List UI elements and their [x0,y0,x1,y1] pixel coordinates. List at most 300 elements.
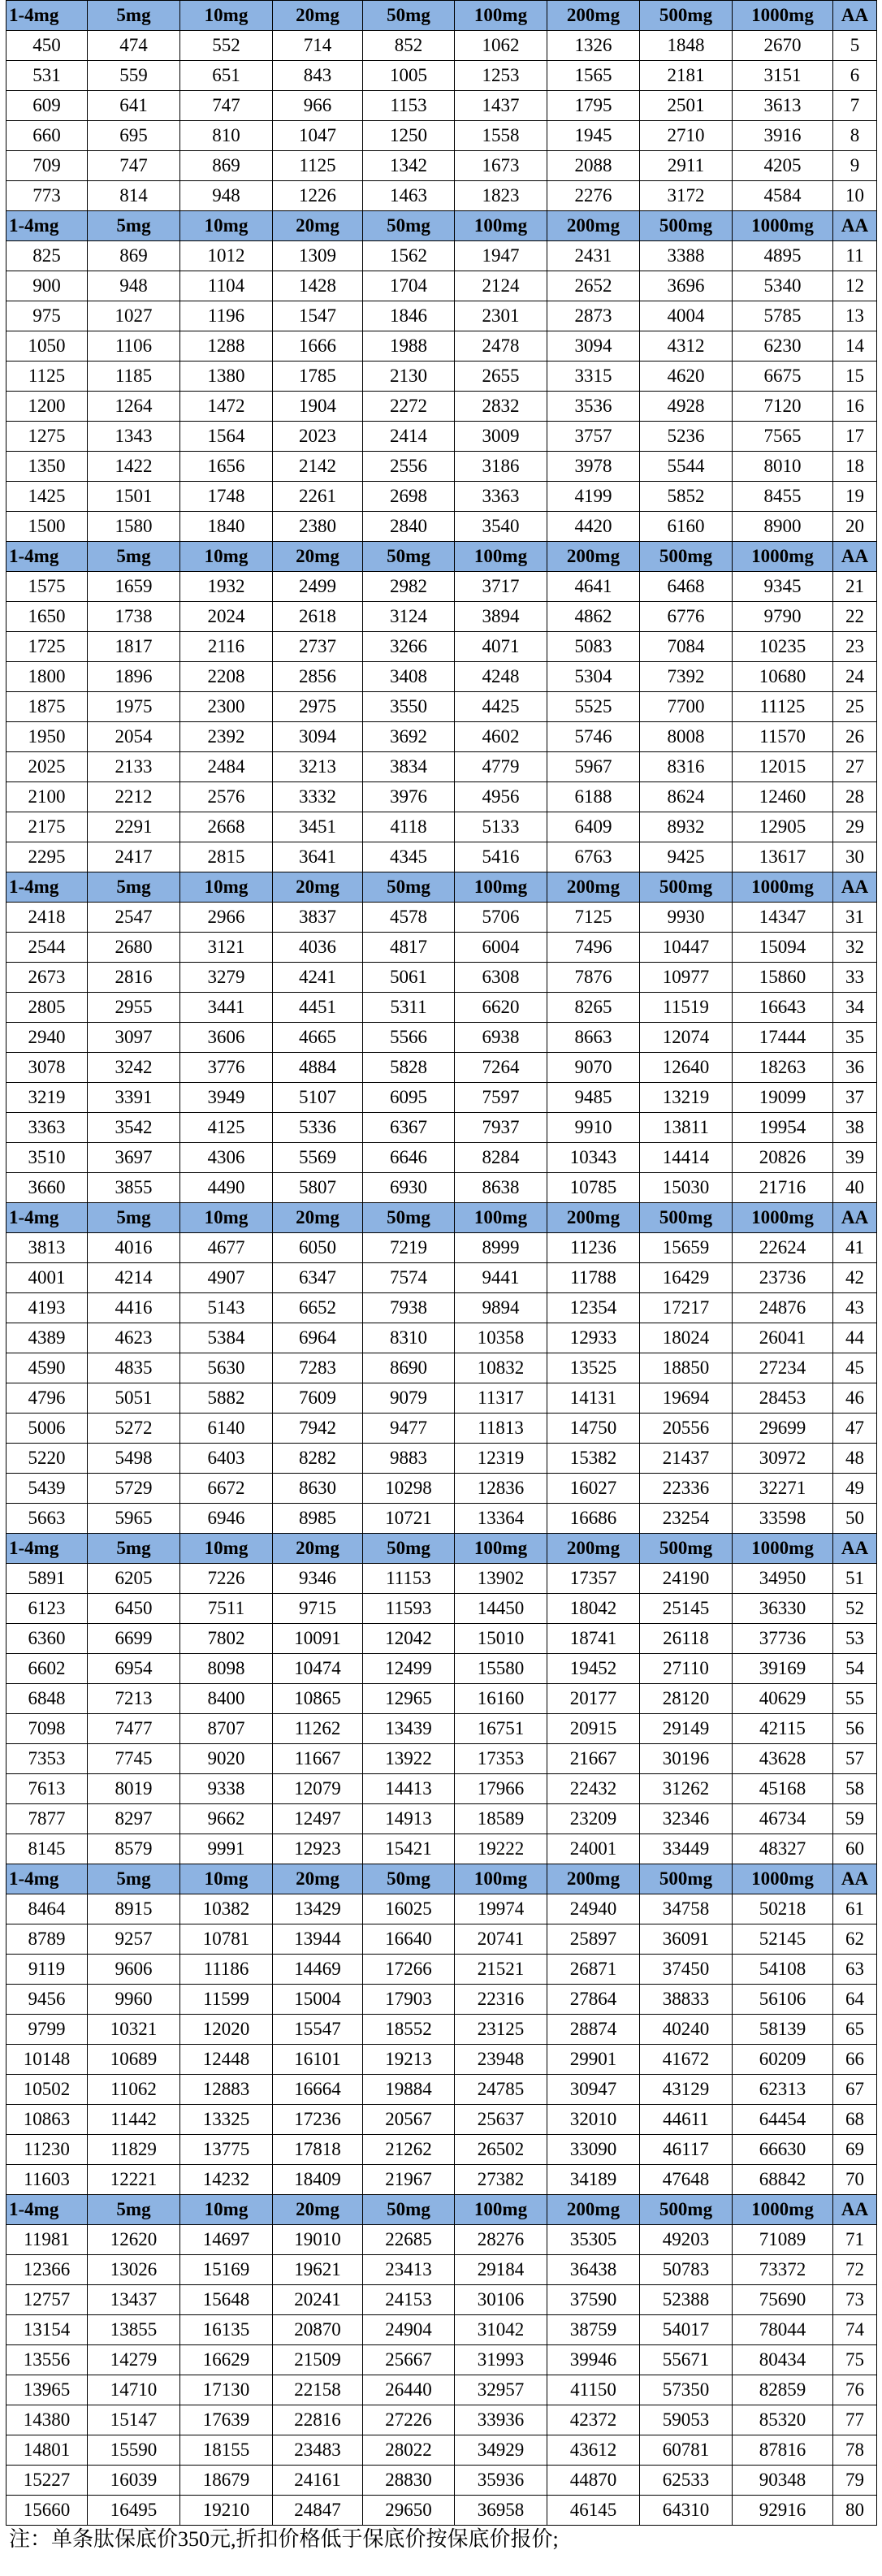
price-cell: 75690 [733,2285,833,2315]
price-cell: 3757 [547,422,640,452]
price-cell: 15590 [88,2435,180,2466]
price-cell: 5143 [180,1293,273,1323]
price-cell: 60209 [733,2045,833,2075]
price-cell: 1650 [6,602,88,632]
price-cell: 59053 [640,2405,733,2435]
price-cell: 11442 [88,2105,180,2135]
footnote: 注：单条肽保底价350元,折扣价格低于保底价按保底价报价; [9,2527,559,2551]
price-cell: 30972 [733,1444,833,1474]
price-cell: 7264 [455,1053,547,1083]
price-cell: 3388 [640,241,733,271]
table-row [6,1023,877,1053]
price-cell: 11125 [733,692,833,722]
header-cell: 50mg [363,1203,455,1233]
price-cell: 3097 [88,1023,180,1053]
price-cell: 6188 [547,782,640,812]
price-cell: 78044 [733,2315,833,2345]
price-cell: 2272 [363,392,455,422]
price-cell: 10343 [547,1143,640,1173]
price-cell: 20741 [455,1924,547,1955]
price-cell: 1437 [455,91,547,121]
aa-count-cell: 17 [833,422,877,452]
price-cell: 12221 [88,2165,180,2195]
price-cell: 9456 [6,1985,88,2015]
price-cell: 14131 [547,1383,640,1414]
price-cell: 6930 [363,1173,455,1203]
price-cell: 18024 [640,1323,733,1353]
price-cell: 36091 [640,1924,733,1955]
table-row [6,782,877,812]
price-cell: 54017 [640,2315,733,2345]
price-cell: 14469 [273,1955,363,1985]
aa-count-cell: 12 [833,271,877,301]
price-cell: 32346 [640,1804,733,1834]
price-cell: 80434 [733,2345,833,2375]
aa-count-cell: 52 [833,1594,877,1624]
aa-count-cell: 51 [833,1564,877,1594]
aa-count-cell: 62 [833,1924,877,1955]
table-row [6,2015,877,2045]
price-cell: 2499 [273,572,363,602]
price-cell: 6360 [6,1624,88,1654]
price-cell: 3641 [273,842,363,872]
price-cell: 12448 [180,2045,273,2075]
price-cell: 57350 [640,2375,733,2405]
table-row [6,933,877,963]
price-cell: 3855 [88,1173,180,1203]
aa-count-cell: 63 [833,1955,877,1985]
price-cell: 6140 [180,1414,273,1444]
price-cell: 16135 [180,2315,273,2345]
price-cell: 5133 [455,812,547,842]
header-cell: 1-4mg [6,1,88,31]
price-cell: 13965 [6,2375,88,2405]
price-cell: 641 [88,91,180,121]
price-cell: 30196 [640,1744,733,1774]
aa-count-cell: 5 [833,31,877,61]
price-cell: 5220 [6,1444,88,1474]
price-cell: 5663 [6,1504,88,1534]
table-row [6,1924,877,1955]
price-cell: 13811 [640,1113,733,1143]
header-cell: 500mg [640,1864,733,1894]
price-cell: 1012 [180,241,273,271]
price-cell: 1656 [180,452,273,482]
price-cell: 17217 [640,1293,733,1323]
price-cell: 4071 [455,632,547,662]
price-cell: 19954 [733,1113,833,1143]
price-cell: 50218 [733,1894,833,1924]
price-cell: 2212 [88,782,180,812]
price-cell: 29650 [363,2496,455,2526]
price-cell: 10977 [640,963,733,993]
price-cell: 5311 [363,993,455,1023]
price-cell: 17236 [273,2105,363,2135]
header-cell: 5mg [88,1534,180,1564]
aa-count-cell: 42 [833,1263,877,1293]
price-cell: 13617 [733,842,833,872]
price-cell: 9790 [733,602,833,632]
price-cell: 3696 [640,271,733,301]
price-cell: 19452 [547,1654,640,1684]
price-cell: 18155 [180,2435,273,2466]
price-cell: 4584 [733,181,833,211]
header-cell: 5mg [88,1,180,31]
price-cell: 35305 [547,2225,640,2255]
price-cell: 18850 [640,1353,733,1383]
price-cell: 8297 [88,1804,180,1834]
price-cell: 2208 [180,662,273,692]
price-cell: 9020 [180,1744,273,1774]
price-cell: 13219 [640,1083,733,1113]
price-cell: 531 [6,61,88,91]
price-cell: 7213 [88,1684,180,1714]
price-cell: 1562 [363,241,455,271]
price-cell: 9338 [180,1774,273,1804]
price-cell: 4590 [6,1353,88,1383]
price-cell: 8638 [455,1173,547,1203]
price-cell: 32271 [733,1474,833,1504]
price-cell: 852 [363,31,455,61]
header-cell: 200mg [547,2195,640,2225]
price-cell: 4248 [455,662,547,692]
price-cell: 5544 [640,452,733,482]
header-cell: 5mg [88,1864,180,1894]
table-row [6,121,877,151]
price-cell: 19974 [455,1894,547,1924]
price-cell: 552 [180,31,273,61]
price-cell: 8284 [455,1143,547,1173]
aa-count-cell: 70 [833,2165,877,2195]
price-cell: 5416 [455,842,547,872]
table-row [6,2496,877,2526]
price-cell: 2025 [6,752,88,782]
table-row [6,1323,877,1353]
price-cell: 14697 [180,2225,273,2255]
price-cell: 6095 [363,1083,455,1113]
price-cell: 1945 [547,121,640,151]
price-cell: 1422 [88,452,180,482]
price-cell: 13439 [363,1714,455,1744]
price-cell: 22685 [363,2225,455,2255]
table-row [6,2075,877,2105]
price-cell: 15659 [640,1233,733,1263]
table-row [6,1143,877,1173]
price-cell: 3332 [273,782,363,812]
price-cell: 2737 [273,632,363,662]
price-cell: 1185 [88,362,180,392]
price-cell: 11519 [640,993,733,1023]
price-cell: 5439 [6,1474,88,1504]
price-cell: 948 [180,181,273,211]
price-cell: 2652 [547,271,640,301]
price-cell: 1840 [180,512,273,542]
aa-count-cell: 15 [833,362,877,392]
price-cell: 4641 [547,572,640,602]
price-cell: 28022 [363,2435,455,2466]
table-row [6,1414,877,1444]
price-cell: 46117 [640,2135,733,2165]
header-cell: 20mg [273,872,363,903]
price-cell: 1932 [180,572,273,602]
aa-count-cell: 41 [833,1233,877,1263]
price-cell: 2655 [455,362,547,392]
price-cell: 5061 [363,963,455,993]
table-row [6,963,877,993]
header-cell: 50mg [363,211,455,241]
price-cell: 2175 [6,812,88,842]
price-cell: 6160 [640,512,733,542]
price-cell: 714 [273,31,363,61]
price-cell: 64454 [733,2105,833,2135]
price-cell: 19210 [180,2496,273,2526]
price-cell: 10148 [6,2045,88,2075]
price-cell: 26502 [455,2135,547,2165]
price-cell: 30947 [547,2075,640,2105]
price-cell: 3213 [273,752,363,782]
aa-count-cell: 72 [833,2255,877,2285]
price-cell: 1988 [363,331,455,362]
price-cell: 24785 [455,2075,547,2105]
price-cell: 7283 [273,1353,363,1383]
price-cell: 14279 [88,2345,180,2375]
price-cell: 62533 [640,2466,733,2496]
price-cell: 4214 [88,1263,180,1293]
price-cell: 2832 [455,392,547,422]
header-cell: 1-4mg [6,542,88,572]
price-cell: 1343 [88,422,180,452]
table-row [6,1684,877,1714]
table-row [6,602,877,632]
header-cell: AA [833,1203,877,1233]
price-cell: 4118 [363,812,455,842]
price-cell: 10832 [455,1353,547,1383]
price-cell: 40629 [733,1684,833,1714]
aa-count-cell: 24 [833,662,877,692]
price-cell: 948 [88,271,180,301]
price-cell: 2668 [180,812,273,842]
price-cell: 24153 [363,2285,455,2315]
aa-count-cell: 13 [833,301,877,331]
price-cell: 450 [6,31,88,61]
price-cell: 16643 [733,993,833,1023]
price-cell: 3692 [363,722,455,752]
price-cell: 15030 [640,1173,733,1203]
price-cell: 8455 [733,482,833,512]
price-cell: 14380 [6,2405,88,2435]
price-cell: 2815 [180,842,273,872]
price-cell: 3363 [455,482,547,512]
price-cell: 6938 [455,1023,547,1053]
price-cell: 3776 [180,1053,273,1083]
price-cell: 9477 [363,1414,455,1444]
price-cell: 31042 [455,2315,547,2345]
price-cell: 6468 [640,572,733,602]
price-cell: 29149 [640,1714,733,1744]
price-cell: 42115 [733,1714,833,1744]
price-cell: 11062 [88,2075,180,2105]
price-cell: 1673 [455,151,547,181]
price-cell: 7511 [180,1594,273,1624]
price-cell: 8690 [363,1353,455,1383]
aa-count-cell: 25 [833,692,877,722]
price-cell: 6954 [88,1654,180,1684]
aa-count-cell: 71 [833,2225,877,2255]
price-cell: 5569 [273,1143,363,1173]
price-cell: 2982 [363,572,455,602]
table-row [6,993,877,1023]
price-cell: 16027 [547,1474,640,1504]
price-cell: 810 [180,121,273,151]
header-cell: 20mg [273,2195,363,2225]
price-cell: 474 [88,31,180,61]
price-cell: 8932 [640,812,733,842]
header-cell: 20mg [273,542,363,572]
price-cell: 18589 [455,1804,547,1834]
price-cell: 5967 [547,752,640,782]
price-cell: 2478 [455,331,547,362]
price-cell: 12923 [273,1834,363,1864]
header-cell: 5mg [88,542,180,572]
price-cell: 747 [88,151,180,181]
price-cell: 975 [6,301,88,331]
price-cell: 5272 [88,1414,180,1444]
table-row [6,1594,877,1624]
price-cell: 1800 [6,662,88,692]
price-cell: 966 [273,91,363,121]
price-cell: 10382 [180,1894,273,1924]
table-row [6,1955,877,1985]
header-cell: 1000mg [733,1203,833,1233]
table-row [6,362,877,392]
header-cell: 5mg [88,2195,180,2225]
table-row [6,662,877,692]
price-cell: 34189 [547,2165,640,2195]
price-cell: 1050 [6,331,88,362]
price-cell: 9799 [6,2015,88,2045]
aa-count-cell: 46 [833,1383,877,1414]
price-cell: 1875 [6,692,88,722]
table-row [6,2045,877,2075]
header-cell: 100mg [455,1203,547,1233]
header-cell: 500mg [640,211,733,241]
header-cell: 1-4mg [6,872,88,903]
aa-count-cell: 64 [833,1985,877,2015]
price-cell: 8630 [273,1474,363,1504]
price-cell: 2544 [6,933,88,963]
price-cell: 3315 [547,362,640,392]
price-cell: 10721 [363,1504,455,1534]
price-cell: 1564 [180,422,273,452]
price-cell: 90348 [733,2466,833,2496]
price-cell: 4199 [547,482,640,512]
price-cell: 6946 [180,1504,273,1534]
price-cell: 4306 [180,1143,273,1173]
price-cell: 2133 [88,752,180,782]
price-cell: 8010 [733,452,833,482]
price-cell: 9441 [455,1263,547,1293]
price-cell: 3363 [6,1113,88,1143]
price-cell: 3451 [273,812,363,842]
header-cell: 200mg [547,872,640,903]
price-cell: 3391 [88,1083,180,1113]
price-cell: 29699 [733,1414,833,1444]
price-cell: 4928 [640,392,733,422]
header-row [6,2195,877,2225]
table-row [6,2315,877,2345]
price-cell: 8145 [6,1834,88,1864]
price-cell: 8008 [640,722,733,752]
price-cell: 2618 [273,602,363,632]
price-cell: 10502 [6,2075,88,2105]
price-cell: 24161 [273,2466,363,2496]
price-cell: 1817 [88,632,180,662]
price-cell: 12757 [6,2285,88,2315]
price-cell: 16039 [88,2466,180,2496]
price-cell: 1027 [88,301,180,331]
price-cell: 1425 [6,482,88,512]
header-cell: 10mg [180,211,273,241]
price-cell: 7125 [547,903,640,933]
table-row [6,1894,877,1924]
aa-count-cell: 23 [833,632,877,662]
price-cell: 15169 [180,2255,273,2285]
table-row [6,482,877,512]
price-cell: 21437 [640,1444,733,1474]
price-cell: 7609 [273,1383,363,1414]
price-cell: 92916 [733,2496,833,2526]
price-cell: 21716 [733,1173,833,1203]
price-cell: 1326 [547,31,640,61]
price-cell: 66630 [733,2135,833,2165]
header-cell: 50mg [363,872,455,903]
price-cell: 4001 [6,1263,88,1293]
table-row [6,1714,877,1744]
price-cell: 4817 [363,933,455,963]
price-cell: 2380 [273,512,363,542]
price-cell: 19213 [363,2045,455,2075]
header-cell: 20mg [273,1534,363,1564]
price-cell: 3536 [547,392,640,422]
price-cell: 1472 [180,392,273,422]
price-cell: 1106 [88,331,180,362]
price-cell: 2291 [88,812,180,842]
price-cell: 13944 [273,1924,363,1955]
price-cell: 21967 [363,2165,455,2195]
header-cell: 10mg [180,2195,273,2225]
price-cell: 13437 [88,2285,180,2315]
price-cell: 13556 [6,2345,88,2375]
price-cell: 11262 [273,1714,363,1744]
price-cell: 6776 [640,602,733,632]
price-cell: 62313 [733,2075,833,2105]
price-cell: 2975 [273,692,363,722]
header-cell: AA [833,542,877,572]
price-cell: 5965 [88,1504,180,1534]
aa-count-cell: 29 [833,812,877,842]
price-cell: 8707 [180,1714,273,1744]
price-cell: 5706 [455,903,547,933]
price-cell: 10474 [273,1654,363,1684]
price-cell: 16495 [88,2496,180,2526]
price-cell: 1104 [180,271,273,301]
aa-count-cell: 44 [833,1323,877,1353]
header-cell: 50mg [363,2195,455,2225]
price-cell: 43129 [640,2075,733,2105]
price-cell: 13775 [180,2135,273,2165]
table-row [6,1985,877,2015]
price-cell: 43628 [733,1744,833,1774]
